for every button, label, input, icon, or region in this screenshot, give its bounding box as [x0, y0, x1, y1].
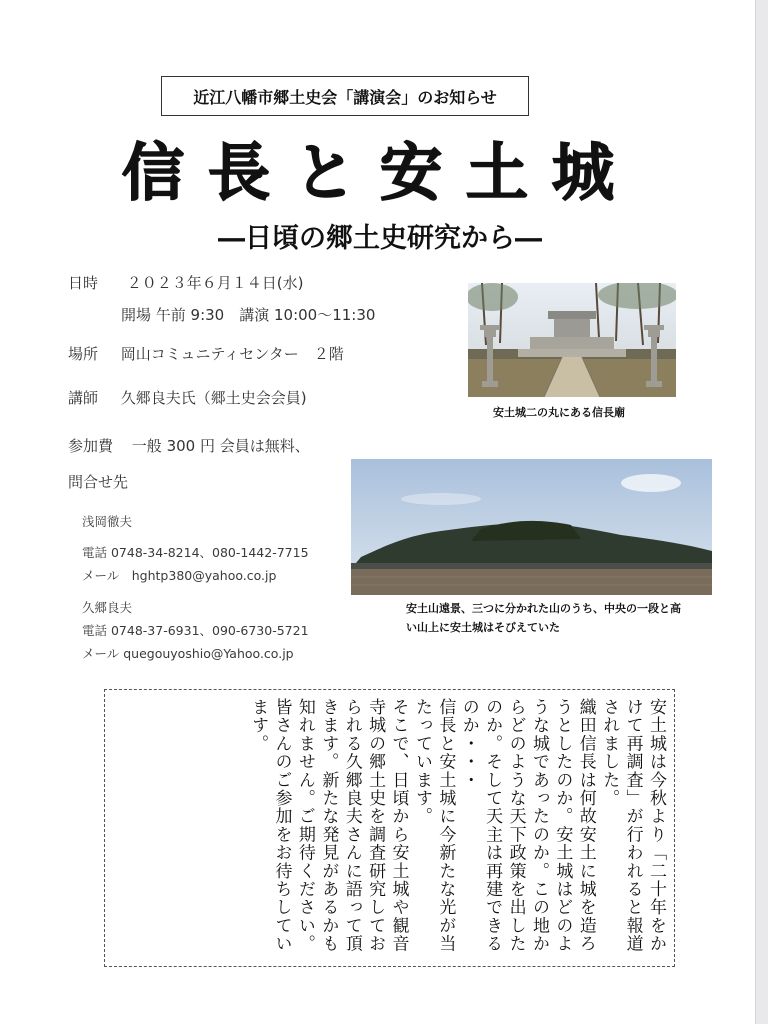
lecturer-row — [68, 387, 307, 408]
mausoleum-caption: 安土城二の丸にある信長廟 — [493, 406, 625, 419]
body-paragraph: 信長と安土城に今新たな光が当たっています。 — [411, 698, 456, 953]
subtitle: ―日頃の郷土史研究から― — [218, 222, 542, 254]
body-text — [112, 698, 667, 962]
mountain-photo — [351, 459, 712, 595]
lecturer-value: 久郷良夫氏（郷土史会会員) — [120, 389, 307, 407]
time-line: 開場 午前 9:30 講演 10:00～11:30 — [121, 306, 376, 324]
mountain-caption: い山上に安土城はそびえていた — [406, 621, 560, 634]
date-value: ２０２３年６月１４日(水) — [126, 274, 304, 292]
place-value: 岡山コミュニティセンター ２階 — [120, 345, 344, 363]
date-row — [68, 272, 304, 293]
fee-label: 参加費 — [68, 437, 114, 455]
body-paragraph: 織田信長は何故安土に城を造ろうとしたのか。安土城はどのような城であったのか。この地からどのような天下政策を出したのか。そして天主は再建できるのか・・・ — [458, 698, 596, 953]
body-paragraph: 安土城は今秋より「二十年をかけて再調査」が行われると報道されました。 — [599, 698, 666, 953]
header-notice: 近江八幡市郷土史会「講演会」のお知らせ — [161, 76, 529, 116]
mausoleum-photo — [468, 283, 676, 397]
date-label: 日時 — [68, 274, 99, 292]
contact-name: 久郷良夫 — [82, 600, 133, 615]
body-paragraph: そこで、日頃から安土城や観音寺城の郷土史を調査研究しておられる久郷良夫さんに語って頂きます。新たな発見があるかも知れません。ご期待ください。 — [294, 698, 409, 953]
contact-heading: 問合せ先 — [68, 473, 129, 491]
contact-mail: メール hghtp380@yahoo.co.jp — [82, 568, 277, 583]
lecturer-label: 講師 — [68, 389, 99, 407]
place-row — [68, 343, 344, 364]
fee-value: 一般 300 円 会員は無料、 — [131, 437, 310, 455]
body-paragraph: 皆さんのご参加をお待ちしています。 — [248, 698, 292, 953]
contact-mail: メール quegouyoshio@Yahoo.co.jp — [82, 646, 294, 661]
fee-row — [68, 435, 310, 456]
place-label: 場所 — [68, 345, 99, 363]
contact-phone: 電話 0748-34-8214、080-1442-7715 — [82, 545, 309, 560]
main-title: 信長と安土城 — [121, 135, 638, 209]
mountain-caption: 安土山遠景、三つに分かれた山のうち、中央の一段と高 — [406, 602, 681, 615]
contact-name: 浅岡徹夫 — [82, 514, 133, 529]
contact-phone: 電話 0748-37-6931、090-6730-5721 — [82, 623, 309, 638]
